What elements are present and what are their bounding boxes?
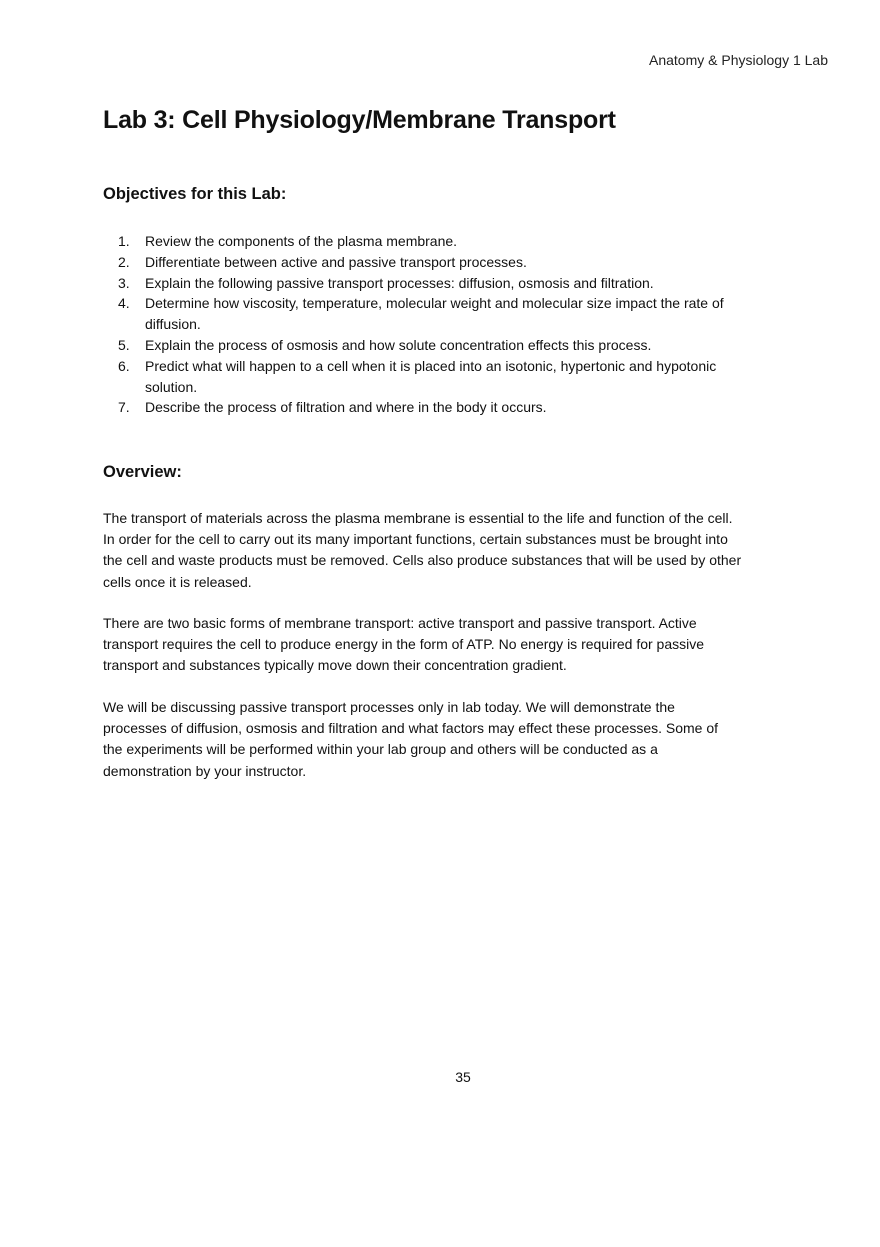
objective-item [103,231,724,252]
overview-paragraph-3 [103,697,718,782]
paragraph-line: cells once it is released. [103,573,252,590]
objective-number: 5. [118,336,130,353]
paragraph-line: transport and substances typically move down their concentration gradient. [103,657,567,674]
paragraph-line: We will be discussing passive transport processes only in lab today. We will demonstrate the [103,699,675,715]
objective-item-continuation [103,314,724,335]
paragraph-line: The transport of materials across the plasma membrane is essential to the life and function of the cell. [103,510,733,526]
objective-text: Predict what will happen to a cell when it is placed into an isotonic, hypertonic and hypotonic [145,357,717,374]
paragraph-line: the experiments will be performed within your lab group and others will be conducted as a [103,741,658,758]
page-number: 35 [455,1069,471,1085]
objective-text: Describe the process of filtration and where in the body it occurs. [145,399,547,416]
paragraph-line: demonstration by your instructor. [103,762,307,779]
objective-item [103,293,724,314]
objective-item [103,335,724,356]
page-title: Lab 3: Cell Physiology/Membrane Transport [103,106,616,134]
objective-number: 2. [118,253,130,270]
objective-text: solution. [145,378,198,395]
paragraph-line: the cell and waste products must be removed. Cells also produce substances that will be used by other [103,552,742,569]
objectives-list [103,231,724,418]
paragraph-line: In order for the cell to carry out its many important functions, certain substances must be brought into [103,531,728,548]
objective-item [103,252,724,273]
objective-number: 3. [118,274,130,291]
objective-number: 1. [118,233,130,249]
overview-paragraph-1 [103,508,741,593]
objective-text: diffusion. [145,316,201,333]
objective-text: Explain the process of osmosis and how solute concentration effects this process. [145,336,652,353]
objective-item [103,273,724,294]
objectives-heading: Objectives for this Lab: [103,185,287,203]
objective-item [103,356,724,377]
overview-heading: Overview: [103,463,182,481]
objective-text: Differentiate between active and passive transport processes. [145,253,527,270]
running-header: Anatomy & Physiology 1 Lab [649,52,828,68]
paragraph-line: There are two basic forms of membrane transport: active transport and passive transport. Active [103,615,697,631]
objective-number: 7. [118,399,130,416]
overview-paragraph-2 [103,613,704,677]
objective-item [103,397,724,418]
objective-number: 4. [118,295,130,312]
paragraph-line: processes of diffusion, osmosis and filtration and what factors may effect these processes. Some of [103,720,719,737]
objective-item-continuation [103,377,724,398]
paragraph-line: transport requires the cell to produce energy in the form of ATP. No energy is required for passive [103,636,705,653]
objective-text: Review the components of the plasma membrane. [145,233,458,249]
objective-number: 6. [118,357,130,374]
objective-text: Explain the following passive transport processes: diffusion, osmosis and filtration. [145,274,654,291]
objective-text: Determine how viscosity, temperature, molecular weight and molecular size impact the rate of [145,295,724,312]
